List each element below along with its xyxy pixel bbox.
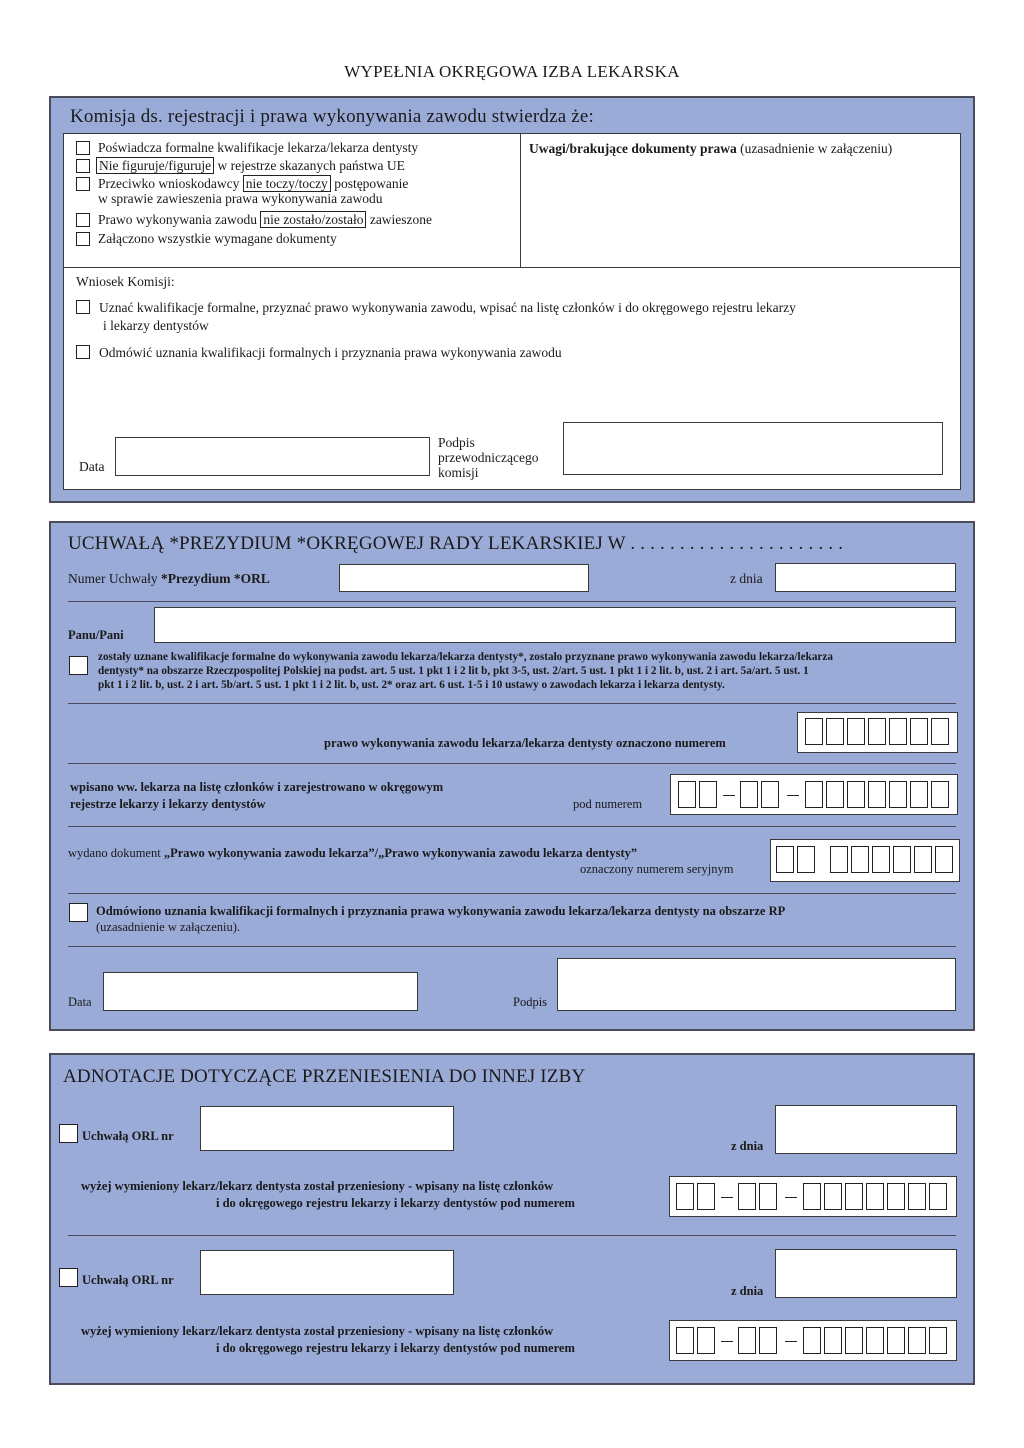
transfer-rule bbox=[68, 1235, 956, 1236]
commission-signature-field[interactable] bbox=[563, 422, 943, 475]
item-eu-register: Nie figuruje/figuruje w rejestrze skazanych państwa UE bbox=[96, 158, 405, 174]
transfer-1-resolution-field[interactable] bbox=[200, 1106, 454, 1151]
resolution-sign-label: Podpis bbox=[513, 995, 548, 1009]
transfer-1-moved-line1: wyżej wymieniony lekarz/lekarz dentysta został przeniesiony - wpisany na listę członków bbox=[81, 1179, 554, 1193]
granted-text-line2: dentysty* na obszarze Rzeczpospolitej Polskiej na podst. art. 5 ust. 1 pkt 1 i 2 lit b, pkt 3-5, ust. 2/art. 5 ust. 1 pkt 1 i 2 lit. b, ust. 2 i art. 5a/art. 5 ust. 1 bbox=[98, 665, 809, 677]
form-header-title: WYPEŁNIA OKRĘGOWA IZBA LEKARSKA bbox=[344, 62, 680, 81]
resolution-date-of-field[interactable] bbox=[775, 563, 956, 592]
refused-text-line2: (uzasadnienie w załączeniu). bbox=[96, 920, 241, 934]
checkbox-documents[interactable] bbox=[76, 232, 90, 246]
transfer-1-number-part2[interactable] bbox=[738, 1183, 777, 1210]
transfer-1-dash-1 bbox=[721, 1197, 733, 1198]
register-dash-1 bbox=[723, 795, 735, 796]
checkbox-suspension[interactable] bbox=[76, 213, 90, 227]
checkbox-grant[interactable] bbox=[76, 300, 90, 314]
person-label: Panu/Pani bbox=[68, 628, 124, 642]
document-issued-text: wydano dokument „Prawo wykonywania zawodu lekarza”/„Prawo wykonywania zawodu lekarza dentysty” bbox=[68, 846, 638, 860]
resolution-date-of-label: z dnia bbox=[730, 571, 763, 586]
register-number-part2[interactable] bbox=[740, 781, 779, 808]
transfer-1-number-part1[interactable] bbox=[676, 1183, 715, 1210]
transfer-2-number-part3[interactable] bbox=[803, 1327, 947, 1354]
option-grant-line2: i lekarzy dentystów bbox=[103, 318, 209, 333]
checkbox-qualifications[interactable] bbox=[76, 141, 90, 155]
transfer-2-resolution-field[interactable] bbox=[200, 1250, 454, 1295]
resolution-date-label: Data bbox=[68, 995, 92, 1009]
resolution-number-field[interactable] bbox=[339, 564, 589, 592]
transfer-2-dash-1 bbox=[721, 1341, 733, 1342]
register-text-line1: wpisano ww. lekarza na listę członków i zarejestrowano w okręgowym bbox=[70, 780, 444, 794]
resolution-rule-3 bbox=[68, 763, 956, 764]
commission-title: Komisja ds. rejestracji i prawa wykonywania zawodu stwierdza że: bbox=[70, 106, 595, 127]
checkbox-transfer-1[interactable] bbox=[59, 1124, 78, 1143]
document-serial-label: oznaczony numerem seryjnym bbox=[580, 862, 734, 876]
commission-sign-label-2: przewodniczącego bbox=[438, 450, 539, 465]
transfer-1-resolution-label: Uchwałą ORL nr bbox=[82, 1129, 174, 1143]
item-proceedings-line2: w sprawie zawieszenia prawa wykonywania zawodu bbox=[98, 191, 383, 206]
motion-label: Wniosek Komisji: bbox=[76, 274, 175, 289]
transfer-1-date-field[interactable] bbox=[775, 1105, 957, 1154]
commission-divider bbox=[520, 133, 521, 267]
document-serial-number[interactable] bbox=[830, 846, 953, 873]
remarks-heading: Uwagi/brakujące dokumenty prawa (uzasadnienie w załączeniu) bbox=[529, 141, 893, 156]
granted-text-line1: zostały uznane kwalifikacje formalne do wykonywania zawodu lekarza/lekarza dentysty*, zostało przyznane prawo wykonywania zawodu lekarza/lekarza bbox=[98, 651, 833, 663]
item-qualifications: Poświadcza formalne kwalifikacje lekarza/lekarza dentysty bbox=[98, 140, 419, 155]
transfer-title: ADNOTACJE DOTYCZĄCE PRZENIESIENIA DO INNEJ IZBY bbox=[63, 1066, 586, 1087]
commission-date-label: Data bbox=[79, 459, 105, 474]
resolution-rule-4 bbox=[68, 826, 956, 827]
transfer-2-date-label: z dnia bbox=[731, 1284, 764, 1298]
checkbox-transfer-2[interactable] bbox=[59, 1268, 78, 1287]
resolution-date-field[interactable] bbox=[103, 972, 418, 1011]
resolution-signature-field[interactable] bbox=[557, 958, 956, 1011]
item-documents: Załączono wszystkie wymagane dokumenty bbox=[98, 231, 337, 246]
commission-hrule bbox=[63, 267, 961, 268]
license-number-label: prawo wykonywania zawodu lekarza/lekarza dentysty oznaczono numerem bbox=[324, 736, 726, 750]
transfer-1-number-part3[interactable] bbox=[803, 1183, 947, 1210]
transfer-2-date-field[interactable] bbox=[775, 1249, 957, 1298]
transfer-1-moved-line2: i do okręgowego rejestru lekarzy i lekarzy dentystów pod numerem bbox=[216, 1196, 575, 1210]
register-number-part3[interactable] bbox=[805, 781, 949, 808]
document-serial-series[interactable] bbox=[776, 846, 815, 873]
transfer-2-resolution-label: Uchwałą ORL nr bbox=[82, 1273, 174, 1287]
checkbox-refuse[interactable] bbox=[76, 345, 90, 359]
resolution-title: UCHWAŁĄ *PREZYDIUM *OKRĘGOWEJ RADY LEKARSKIEJ W . . . . . . . . . . . . . . . . . . . . . . bbox=[68, 533, 844, 554]
refused-text-line1: Odmówiono uznania kwalifikacji formalnych i przyznania prawa wykonywania zawodu lekarza/lekarza dentysty na obszarze RP bbox=[96, 904, 786, 918]
checkbox-eu-register[interactable] bbox=[76, 159, 90, 173]
transfer-2-dash-2 bbox=[785, 1341, 797, 1342]
register-under-label: pod numerem bbox=[573, 797, 643, 811]
resolution-rule-5 bbox=[68, 893, 956, 894]
register-number-part1[interactable] bbox=[678, 781, 717, 808]
checkbox-proceedings[interactable] bbox=[76, 177, 90, 191]
transfer-1-date-label: z dnia bbox=[731, 1139, 764, 1153]
granted-text-line3: pkt 1 i 2 lit. b, ust. 2 i art. 5b/art. 5 ust. 1 pkt 1 i 2 lit. b, ust. 2* oraz art. 6 ust. 1-5 i 10 ustawy o zawodach lekarza i lekarza dentysty. bbox=[98, 679, 725, 691]
checkbox-granted[interactable] bbox=[69, 656, 88, 675]
person-name-field[interactable] bbox=[154, 607, 956, 643]
resolution-rule-6 bbox=[68, 946, 956, 947]
resolution-rule-1 bbox=[68, 601, 956, 602]
transfer-2-number-part2[interactable] bbox=[738, 1327, 777, 1354]
commission-date-field[interactable] bbox=[115, 437, 430, 476]
transfer-2-number-part1[interactable] bbox=[676, 1327, 715, 1354]
transfer-2-moved-line1: wyżej wymieniony lekarz/lekarz dentysta został przeniesiony - wpisany na listę członków bbox=[81, 1324, 554, 1338]
commission-sign-label-1: Podpis bbox=[438, 435, 475, 450]
option-grant-line1: Uznać kwalifikacje formalne, przyznać prawo wykonywania zawodu, wpisać na listę członków i do okręgowego rejestru lekarzy bbox=[99, 300, 796, 315]
commission-sign-label-3: komisji bbox=[438, 465, 479, 480]
resolution-number-label: Numer Uchwały *Prezydium *ORL bbox=[68, 571, 270, 586]
checkbox-refused[interactable] bbox=[69, 903, 88, 922]
item-suspension: Prawo wykonywania zawodu nie zostało/zostało zawieszone bbox=[98, 212, 433, 227]
item-proceedings: Przeciwko wnioskodawcy nie toczy/toczy postępowanie bbox=[98, 176, 409, 191]
license-number-digits[interactable] bbox=[805, 718, 949, 745]
resolution-rule-2 bbox=[68, 703, 956, 704]
option-refuse: Odmówić uznania kwalifikacji formalnych i przyznania prawa wykonywania zawodu bbox=[99, 345, 562, 360]
transfer-2-moved-line2: i do okręgowego rejestru lekarzy i lekarzy dentystów pod numerem bbox=[216, 1341, 575, 1355]
register-dash-2 bbox=[787, 795, 799, 796]
register-text-line2: rejestrze lekarzy i lekarzy dentystów bbox=[70, 797, 266, 811]
transfer-1-dash-2 bbox=[785, 1197, 797, 1198]
